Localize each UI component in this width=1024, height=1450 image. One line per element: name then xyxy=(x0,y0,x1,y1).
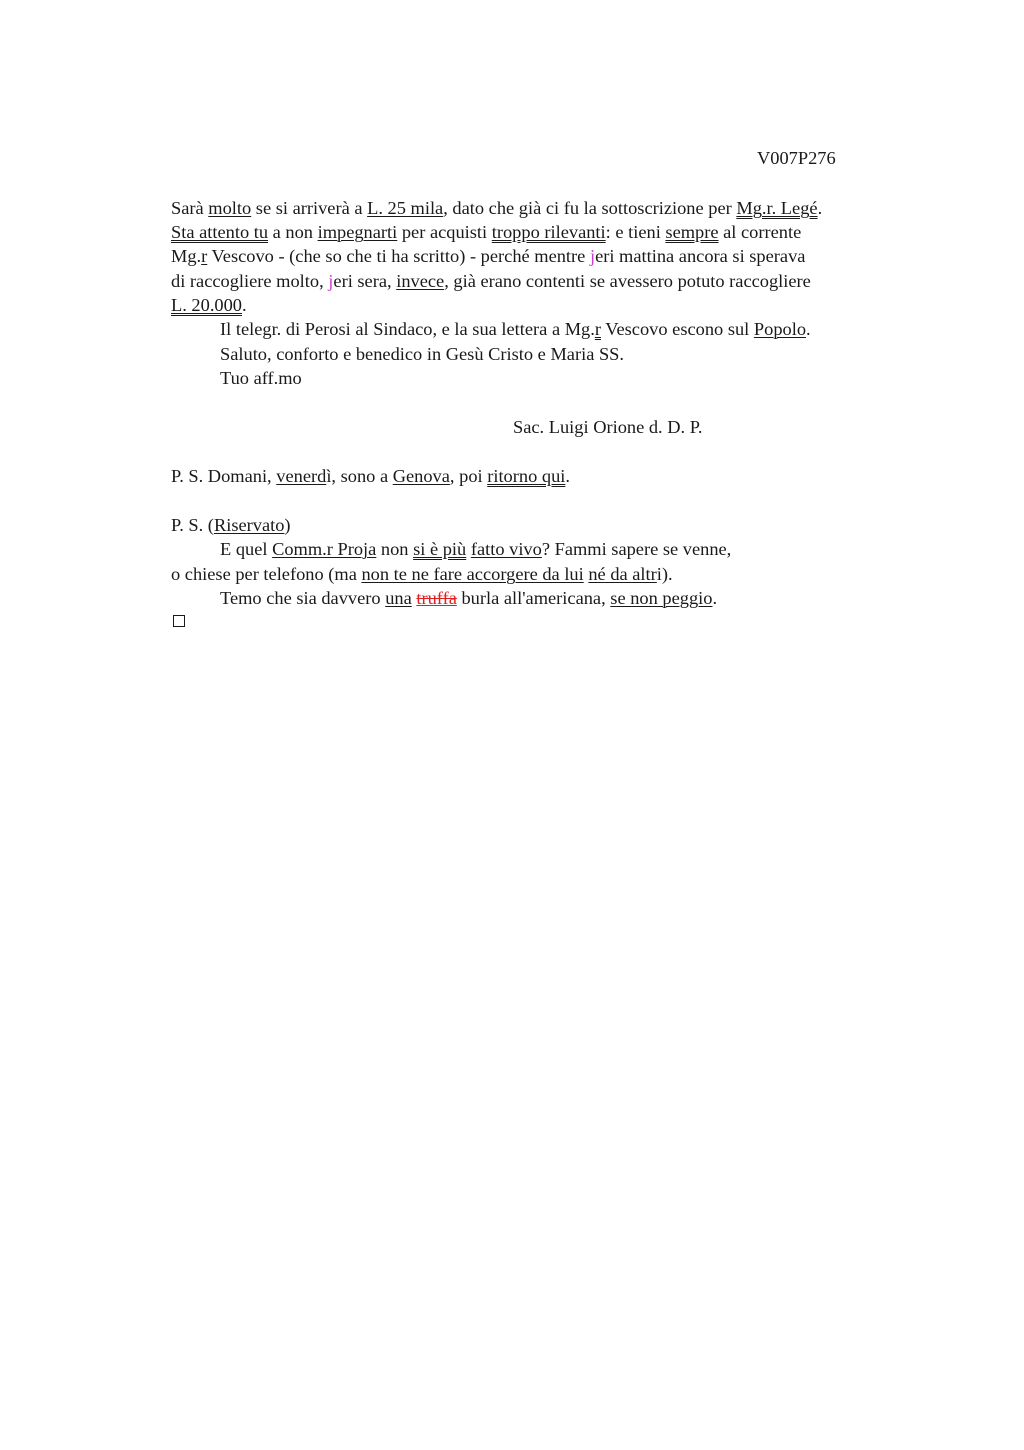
postscript-2-header: P. S. (Riservato) xyxy=(171,515,291,535)
signature: Sac. Luigi Orione d. D. P. xyxy=(513,417,703,437)
postscript-2-line-1: E quel Comm.r Proja non si è più fatto vivo? Fammi sapere se venne, xyxy=(220,539,732,559)
postscript-1: P. S. Domani, venerdì, sono a Genova, poi ritorno qui. xyxy=(171,466,570,486)
struck-word: truffa xyxy=(416,588,457,608)
postscript-2-line-3: Temo che sia davvero una truffa burla all'americana, se non peggio. xyxy=(220,588,718,608)
end-mark-box xyxy=(173,615,185,627)
blessing-line: Saluto, conforto e benedico in Gesù Cristo e Maria SS. xyxy=(220,344,625,364)
affection-line: Tuo aff.mo xyxy=(220,368,302,388)
letter-line-4: di raccogliere molto, jeri sera, invece, già erano contenti se avessero potuto raccogliere xyxy=(171,271,811,291)
postscript-2-line-2: o chiese per telefono (ma non te ne fare accorgere da lui né da altri). xyxy=(171,564,673,584)
letter-line-6: Il telegr. di Perosi al Sindaco, e la sua lettera a Mg.r Vescovo escono sul Popolo. xyxy=(220,319,811,339)
letter-line-2: Sta attento tu a non impegnarti per acquisti troppo rilevanti: e tieni sempre al corrente xyxy=(171,222,802,242)
letter-line-3: Mg.r Vescovo - (che so che ti ha scritto) - perché mentre jeri mattina ancora si sperava xyxy=(171,246,806,266)
letter-line-1: Sarà molto se si arriverà a L. 25 mila, dato che già ci fu la sottoscrizione per Mg.r. Legé. xyxy=(171,198,823,218)
reference-code: V007P276 xyxy=(757,148,836,168)
letter-line-5: L. 20.000. xyxy=(171,295,247,315)
